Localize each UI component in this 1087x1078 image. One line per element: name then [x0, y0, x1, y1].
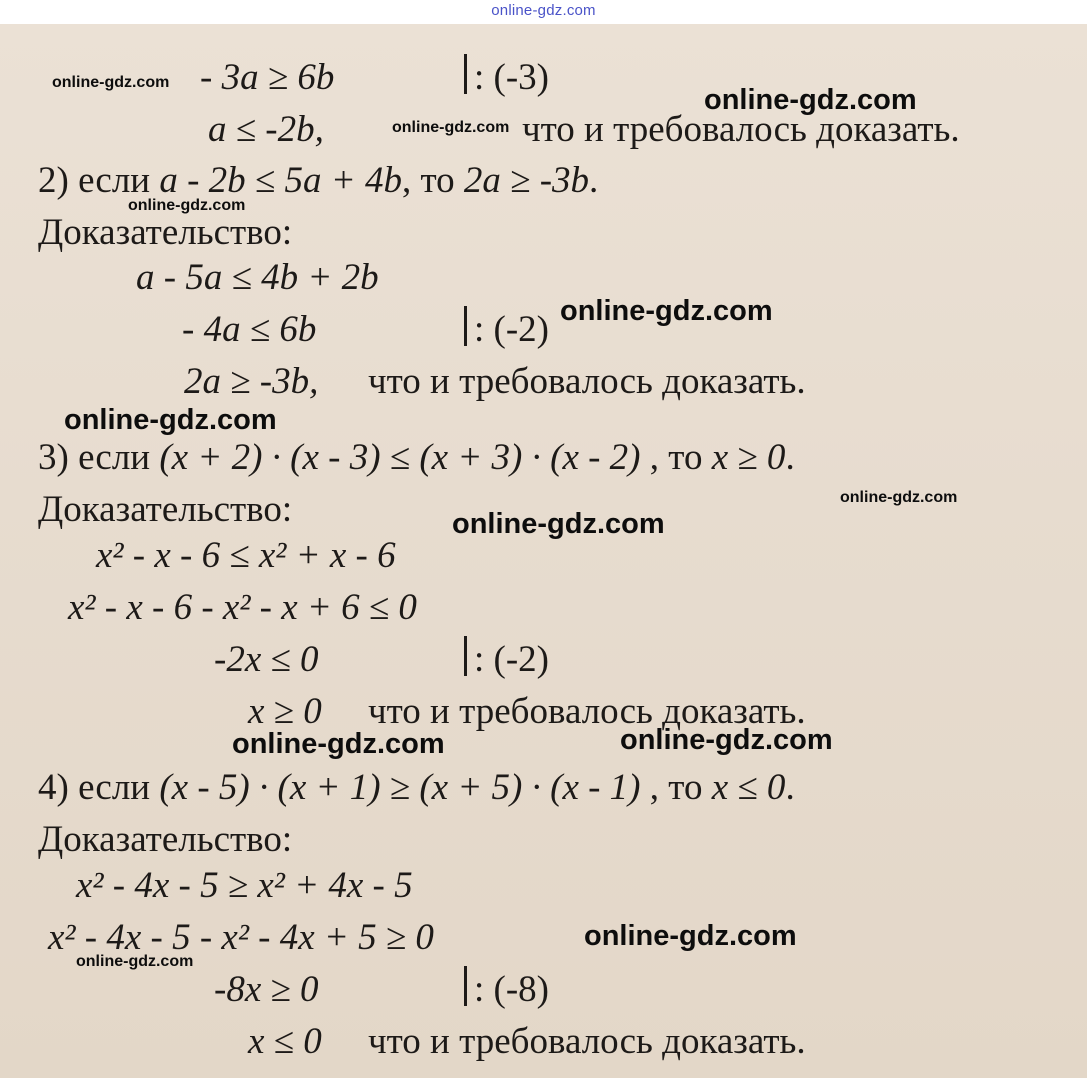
p3-conclusion: что и требовалось доказать.	[368, 691, 806, 732]
p4-end: .	[785, 767, 795, 808]
p2-statement	[38, 161, 598, 201]
watermark: online-gdz.com	[704, 84, 917, 116]
p3-divider-bar	[464, 636, 467, 676]
p4-divider-bar	[464, 966, 467, 1006]
p3-divisor: : (-2)	[474, 639, 549, 680]
p4-mid: , то	[640, 767, 712, 808]
p4-result: x ≤ 0	[248, 1021, 322, 1062]
p2-prefix: 2) если	[38, 160, 160, 201]
p4-step2: x² - 4x - 5 - x² - 4x + 5 ≥ 0	[48, 917, 434, 958]
p4-condition: (x - 5) · (x + 1) ≥ (x + 5) · (x - 1)	[159, 767, 641, 808]
p2-claim: 2a ≥ -3b	[463, 160, 590, 201]
p2-proof-heading: Доказательство:	[38, 212, 293, 253]
textbook-page	[0, 24, 1087, 1078]
p3-step3: -2x ≤ 0	[214, 639, 319, 680]
p4-divisor: : (-8)	[474, 969, 549, 1010]
watermark: online-gdz.com	[620, 724, 833, 756]
watermark: online-gdz.com	[392, 119, 510, 136]
watermark: online-gdz.com	[584, 920, 797, 952]
watermark: online-gdz.com	[560, 295, 773, 327]
p3-step2: x² - x - 6 - x² - x + 6 ≤ 0	[68, 587, 417, 628]
p4-statement	[38, 768, 795, 808]
p2-divider-bar	[464, 306, 467, 346]
watermark: online-gdz.com	[128, 197, 246, 214]
p3-step1: x² - x - 6 ≤ x² + x - 6	[96, 535, 396, 576]
p2-result: 2a ≥ -3b,	[184, 361, 319, 402]
p4-claim: x ≤ 0	[711, 767, 786, 808]
watermark: online-gdz.com	[76, 953, 194, 970]
p2-step1: a - 5a ≤ 4b + 2b	[136, 257, 379, 298]
site-link[interactable]: online-gdz.com	[491, 2, 596, 19]
p2-step2: - 4a ≤ 6b	[182, 309, 317, 350]
p1-step: - 3a ≥ 6b	[200, 57, 335, 98]
p3-result: x ≥ 0	[248, 691, 322, 732]
p4-prefix: 4) если	[38, 767, 160, 808]
watermark: online-gdz.com	[840, 489, 958, 506]
p2-divisor: : (-2)	[474, 309, 549, 350]
p4-step3: -8x ≥ 0	[214, 969, 319, 1010]
p3-condition: (x + 2) · (x - 3) ≤ (x + 3) · (x - 2)	[159, 437, 641, 478]
p1-conclusion: что и требовалось доказать.	[522, 109, 960, 150]
p2-conclusion: что и требовалось доказать.	[368, 361, 806, 402]
p3-claim: x ≥ 0	[711, 437, 786, 478]
p3-mid: , то	[640, 437, 712, 478]
p1-divisor: : (-3)	[474, 57, 549, 98]
p3-proof-heading: Доказательство:	[38, 489, 293, 530]
p1-result: a ≤ -2b,	[208, 109, 324, 150]
p3-end: .	[785, 437, 795, 478]
watermark: online-gdz.com	[64, 404, 277, 436]
p4-step1: x² - 4x - 5 ≥ x² + 4x - 5	[76, 865, 413, 906]
top-bar	[0, 0, 1087, 24]
p2-condition: a - 2b ≤ 5a + 4b	[159, 160, 402, 201]
p2-mid: , то	[401, 160, 464, 201]
watermark: online-gdz.com	[52, 74, 170, 91]
p2-end: .	[589, 160, 599, 201]
watermark: online-gdz.com	[232, 728, 445, 760]
p3-statement	[38, 438, 795, 478]
watermark: online-gdz.com	[452, 508, 665, 540]
p3-prefix: 3) если	[38, 437, 160, 478]
p4-conclusion: что и требовалось доказать.	[368, 1021, 806, 1062]
p1-divider-bar	[464, 54, 467, 94]
p4-proof-heading: Доказательство:	[38, 819, 293, 860]
